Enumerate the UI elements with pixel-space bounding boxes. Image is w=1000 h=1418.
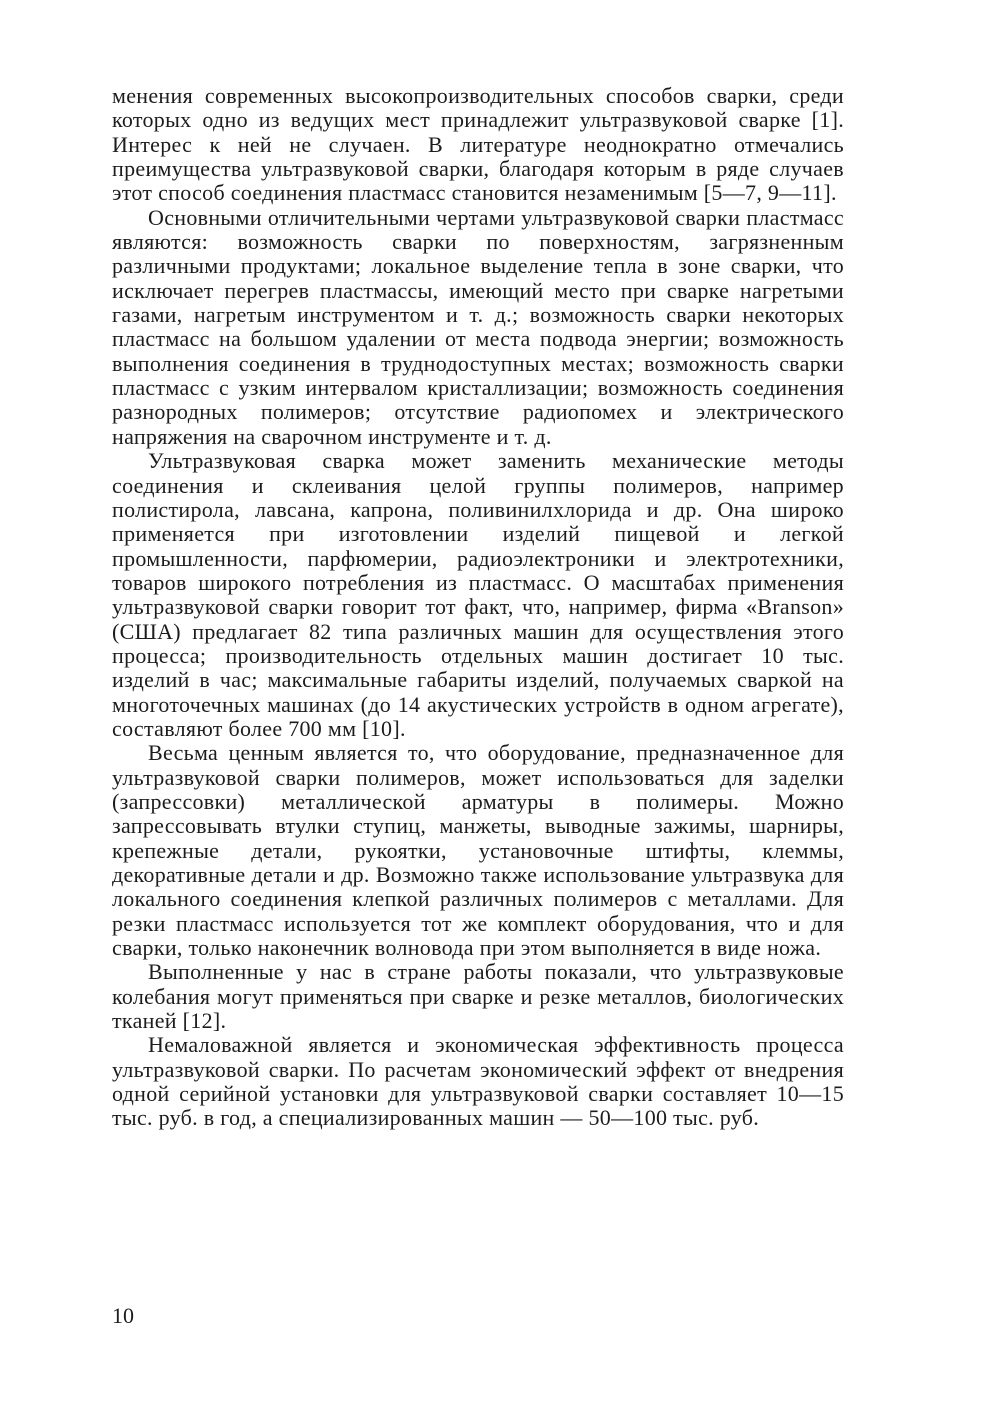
- paragraph-domestic-research: Выполненные у нас в стране работы показали, что ультразвуковые колебания могут применяться при сварке и резке металлов, биологических тканей [12].: [112, 959, 844, 1034]
- paragraph-distinctive-features: Основными отличительными чертами ультразвуковой сварки пластмасс являются: возможность сварки по поверхностям, загрязненным различными продуктами; локальное выделение тепла в зоне сварки, что исключает перегрев пластмассы, имеющий место при сварке нагретыми газами, нагретым инструментом и т. д.; возможность сварки некоторых пластмасс на большом удалении от места подвода энергии; возможность выполнения соединения в труднодоступных местах; возможность сварки пластмасс с узким интервалом кристаллизации; возможность соединения разнородных полимеров; отсутствие радиопомех и электрического напряжения на сварочном инструменте и т. д.: [112, 204, 844, 449]
- paragraph-applications: Ультразвуковая сварка может заменить механические методы соединения и склеивания целой группы полимеров, например полистирола, лавсана, капрона, поливинилхлорида и др. Она широко применяется при изготовлении изделий пищевой и легкой промышленности, парфюмерии, радиоэлектроники и электротехники, товаров широкого потребления из пластмасс. О масштабах применения ультразвуковой сварки говорит тот факт, что, например, фирма «Branson» (США) предлагает 82 типа различных машин для осуществления этого процесса; производительность отдельных машин достигает 10 тыс. изделий в час; максимальные габариты изделий, получаемых сваркой на многоточечных машинах (до 14 акустических устройств в одном агрегате), составляют более 700 мм [10].: [112, 448, 844, 741]
- paragraph-economic-efficiency: Немаловажной является и экономическая эффективность процесса ультразвуковой сварки. По расчетам экономический эффект от внедрения одной серийной установки для ультразвуковой сварки составляет 10—15 тыс. руб. в год, а специализированных машин — 50—100 тыс. руб.: [112, 1032, 844, 1131]
- paragraph-equipment-use: Весьма ценным является то, что оборудование, предназначенное для ультразвуковой сварки полимеров, может использоваться для заделки (запрессовки) металлической арматуры в полимеры. Можно запрессовывать втулки ступиц, манжеты, выводные зажимы, шарниры, крепежные детали, рукоятки, установочные штифты, клеммы, декоративные детали и др. Возможно также использование ультразвука для локального соединения клепкой различных полимеров с металлами. Для резки пластмасс используется тот же комплект оборудования, что и для сварки, только наконечник волновода при этом выполняется в виде ножа.: [112, 740, 844, 961]
- paragraph-continuation: менения современных высокопроизводительных способов сварки, среди которых одно из ведущих мест принадлежит ультразвуковой сварке [1]. Интерес к ней не случаен. В литературе неоднократно отмечались преимущества ультразвуковой сварки, благодаря которым в ряде случаев этот способ соединения пластмасс становится незаменимым [5—7, 9—11].: [112, 83, 844, 206]
- page-body: [112, 84, 844, 1131]
- page-number: 10: [112, 1303, 134, 1328]
